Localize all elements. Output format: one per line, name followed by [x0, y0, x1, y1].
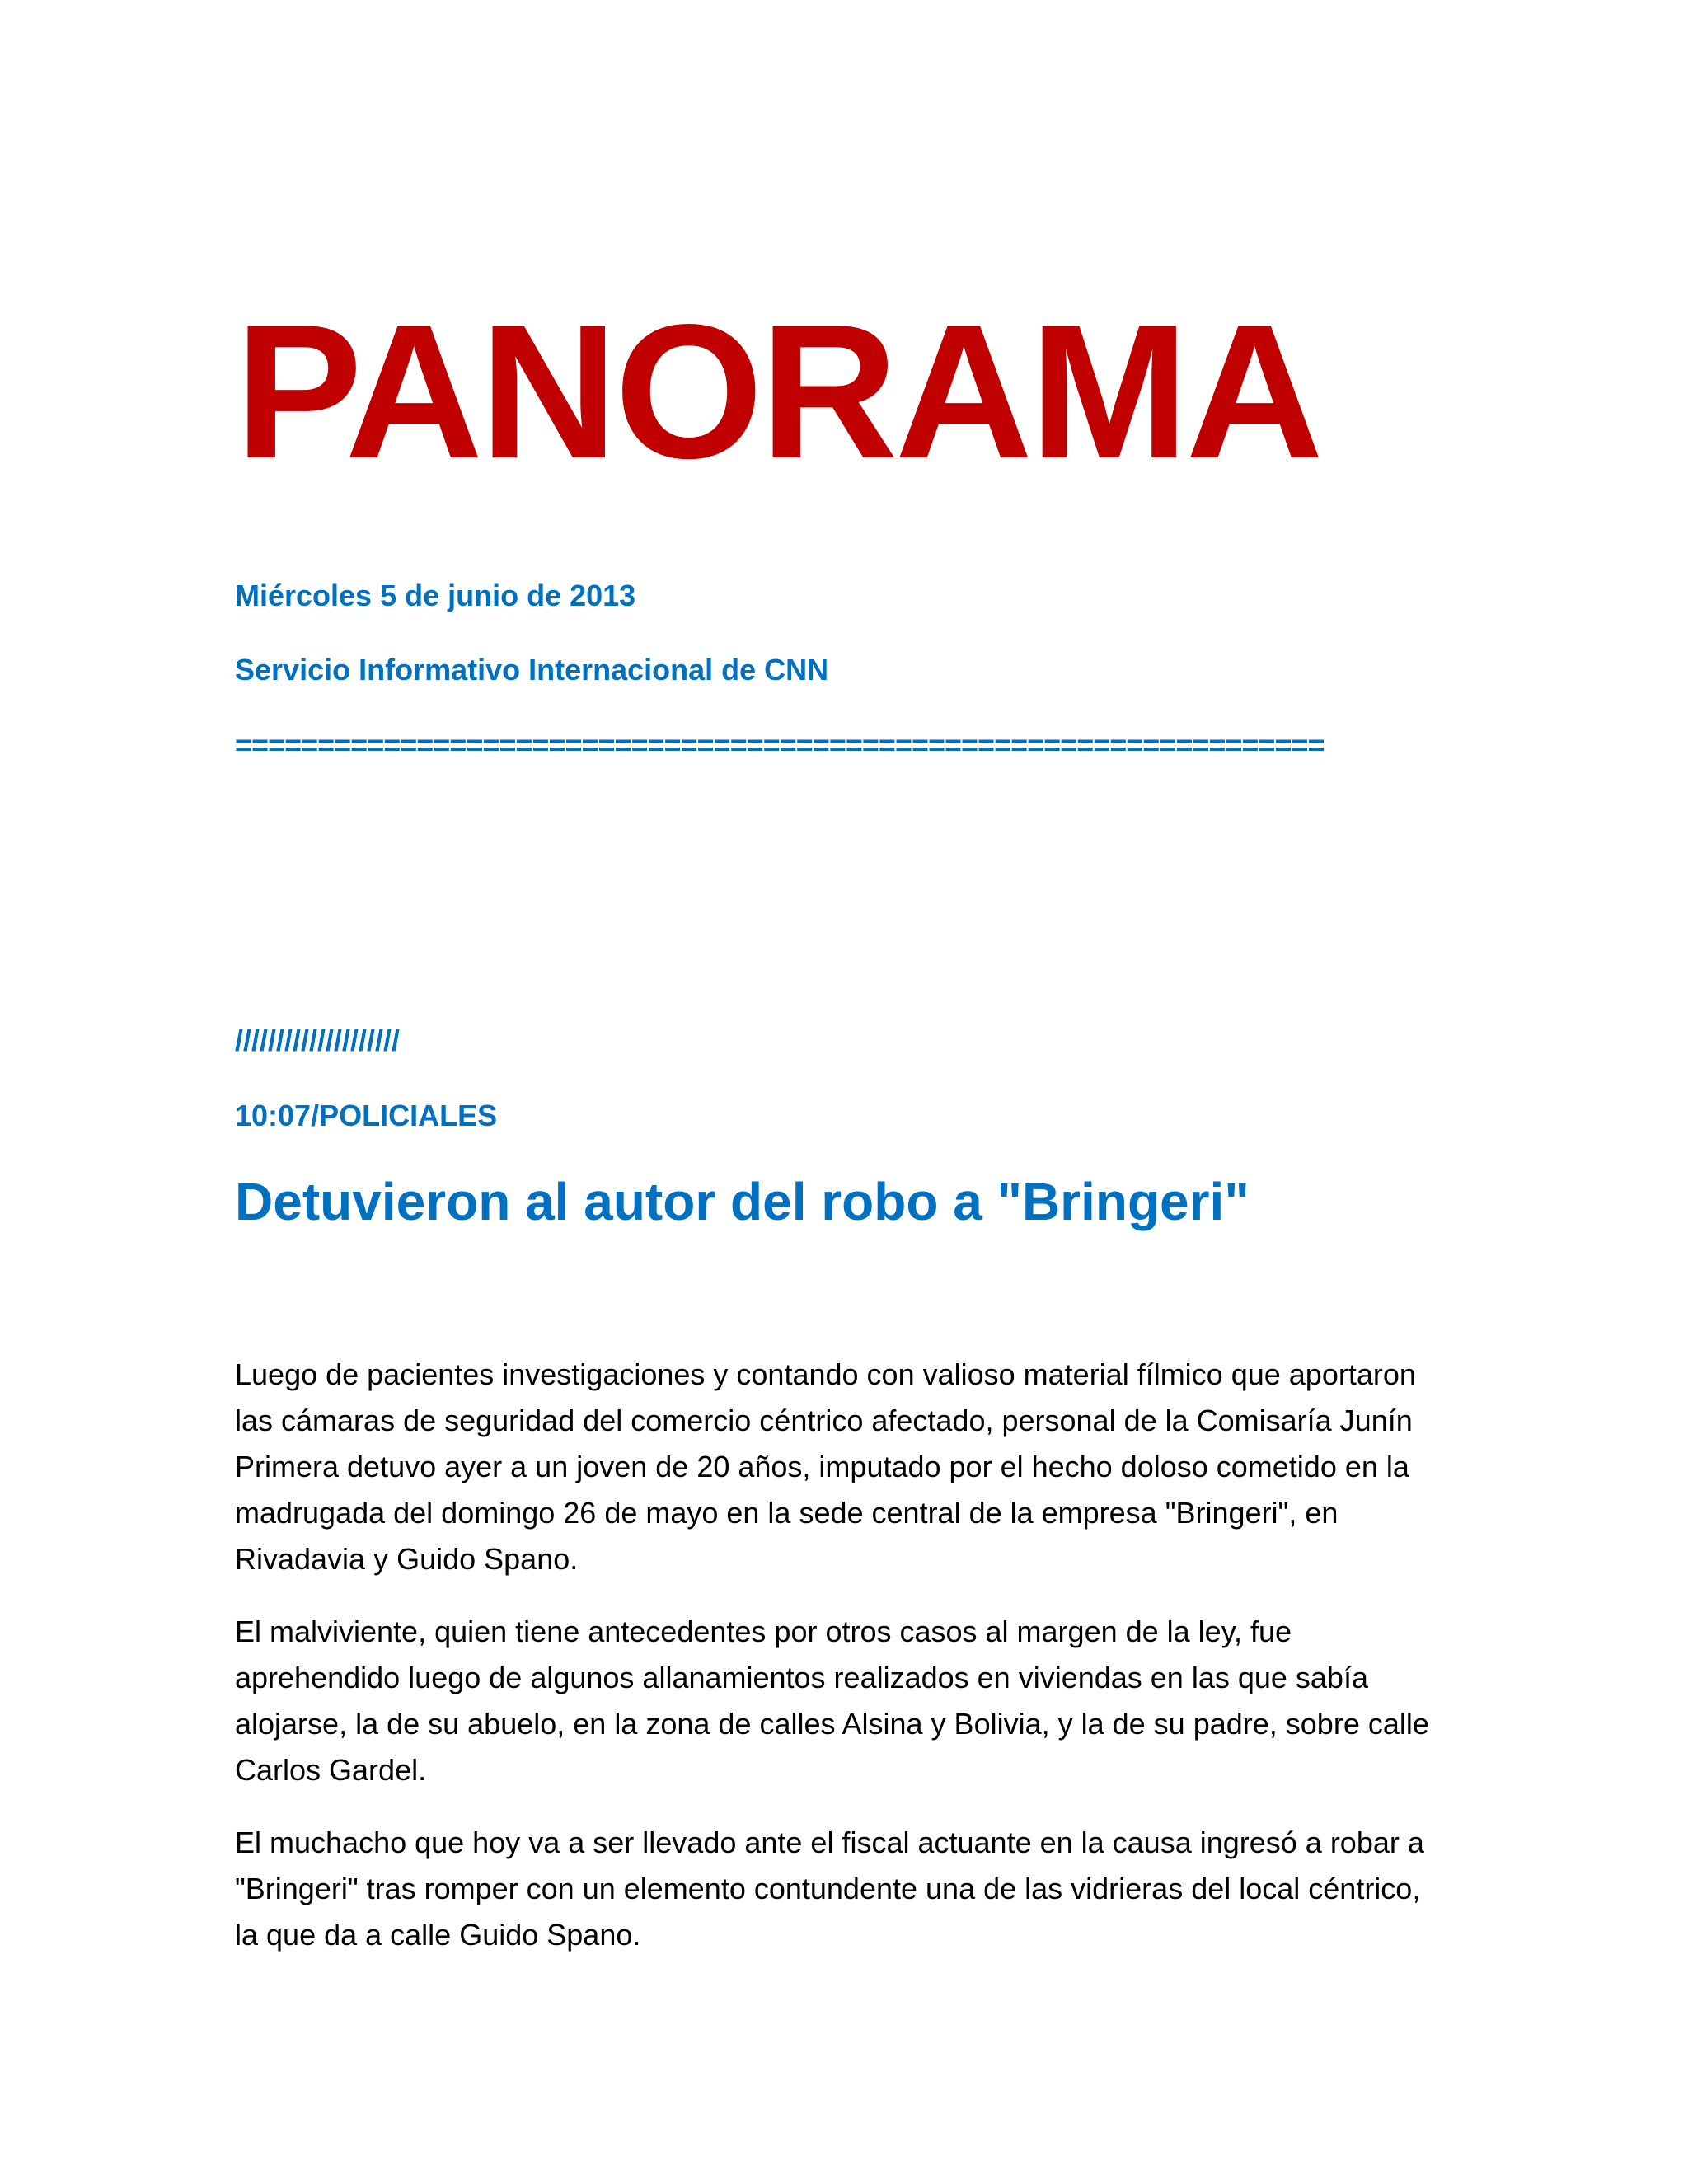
article-paragraph: El muchacho que hoy va a ser llevado ante el fiscal actuante en la causa ingresó a robar a "Bringeri" tras romper con un elemento contundente una de las vidrieras del local céntrico, la que da a calle Guido Spano.: [235, 1825, 1424, 1952]
slash-separator: ////////////////////: [235, 1024, 401, 1057]
article-paragraph: El malviviente, quien tiene antecedentes por otros casos al margen de la ley, fue aprehendido luego de algunos allanamientos realizados en viviendas en las que sabía alojarse, la de su abuelo, en la zona de calles Alsina y Bolivia, y la de su padre, sobre calle Carlos Gardel.: [235, 1615, 1429, 1787]
masthead-title: PANORAMA: [235, 285, 1320, 499]
news-service-line: Servicio Informativo Internacional de CNN: [235, 653, 829, 687]
article-body: [235, 1352, 1447, 1985]
separator-rule: ==================================================================: [235, 728, 1325, 762]
section-timestamp: 10:07/POLICIALES: [235, 1099, 498, 1132]
publication-date: Miércoles 5 de junio de 2013: [235, 579, 636, 612]
article-paragraph: Luego de pacientes investigaciones y contando con valioso material fílmico que aportaron las cámaras de seguridad del comercio céntrico afectado, personal de la Comisaría Junín Primera detuvo ayer a un joven de 20 años, imputado por el hecho doloso cometido en la madrugada del domingo 26 de mayo en la sede central de la empresa "Bringeri", en Rivadavia y Guido Spano.: [235, 1357, 1416, 1576]
article-headline: Detuvieron al autor del robo a "Bringeri": [235, 1172, 1250, 1231]
